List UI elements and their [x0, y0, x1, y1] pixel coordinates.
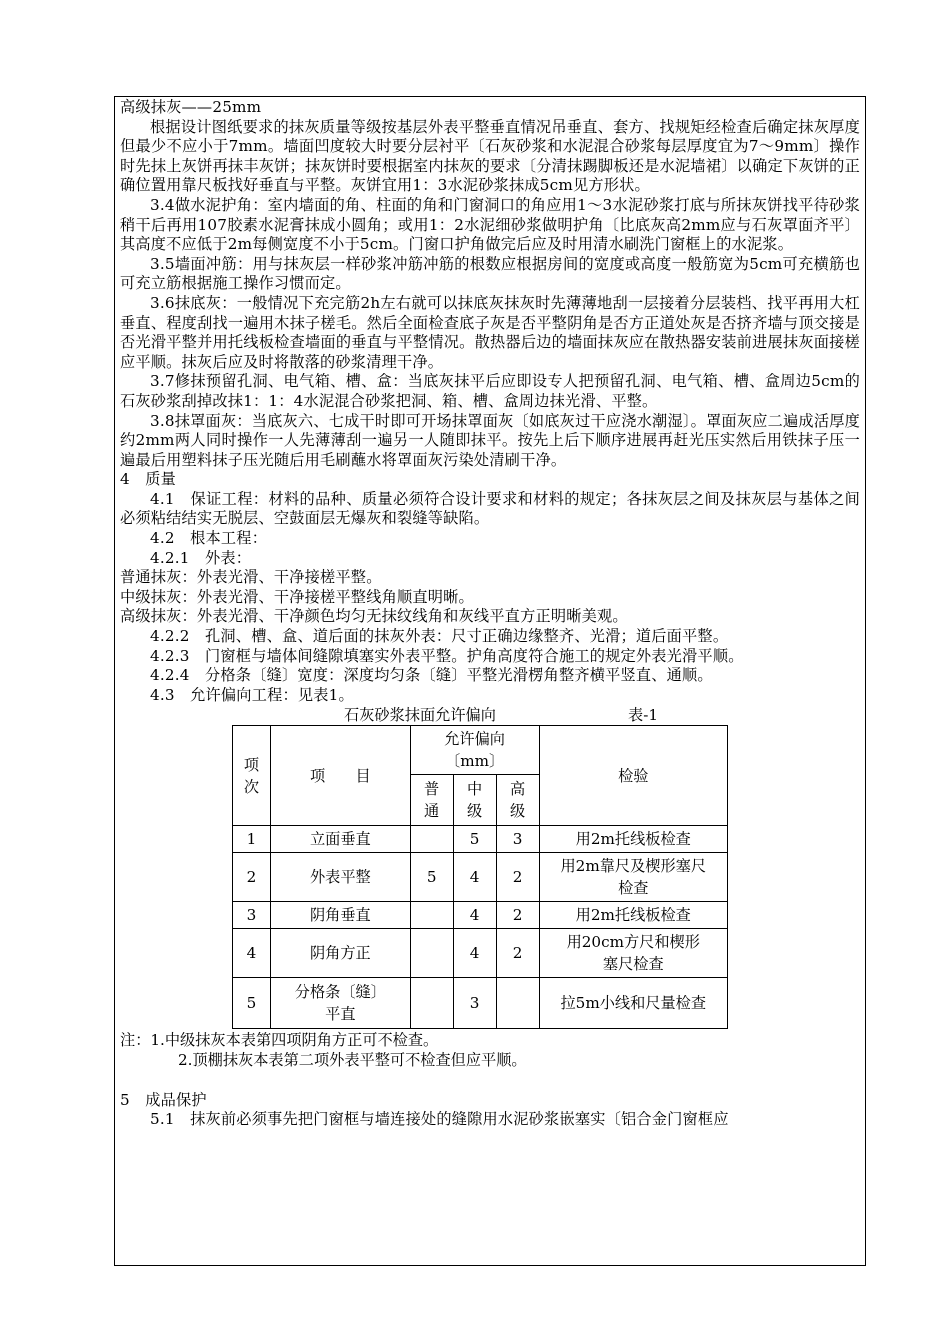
- cell-zhongji: 4: [453, 853, 496, 902]
- cell-no: 3: [233, 902, 271, 929]
- paragraph: 4.2.4 分格条〔缝〕宽度：深度均匀条〔缝〕平整光滑楞角整齐横平竖直、通顺。: [150, 666, 713, 685]
- cell-zhongji: 4: [453, 902, 496, 929]
- paragraph: 4.3 允许偏向工程：见表1。: [150, 685, 354, 704]
- header-putong: 普通: [410, 775, 453, 826]
- cell-putong: [410, 902, 453, 929]
- cell-no: 5: [233, 978, 271, 1029]
- section-heading: 4 质量: [120, 470, 177, 489]
- cell-no: 4: [233, 929, 271, 978]
- paragraph: 3.8抹罩面灰：当底灰六、七成干时即可开场抹罩面灰〔如底灰过干应浇水潮湿〕。罩面灰应二遍成活厚度约2mm两人同时操作一人先薄薄刮一遍另一人随即抹平。按先上后下顺序进展再赶光压实然后用铁抹子压一遍最后用塑料抹子压光随后用毛刷蘸水将罩面灰污染处清刷干净。: [120, 411, 860, 469]
- paragraph: 4.2 根本工程：: [150, 529, 268, 548]
- header-item: 项 目: [270, 726, 410, 826]
- table-note: 2.顶棚抹灰本表第二项外表平整可不检查但应平顺。: [178, 1051, 527, 1069]
- deviation-table: [232, 725, 728, 1029]
- cell-check: 用2m托线板检查: [539, 826, 727, 853]
- cell-putong: [410, 978, 453, 1029]
- cell-gaoji: 2: [496, 929, 539, 978]
- paragraph: 3.5墙面冲筋：用与抹灰层一样砂浆冲筋冲筋的根数应根据房间的宽度或高度一般筋宽为5cm可充横筋也可充立筋根据施工操作习惯而定。: [120, 254, 860, 293]
- cell-putong: [410, 929, 453, 978]
- cell-putong: [410, 826, 453, 853]
- paragraph: 普通抹灰：外表光滑、干净接槎平整。: [120, 568, 382, 587]
- paragraph: 高级抹灰——25mm: [120, 98, 262, 116]
- cell-no: 2: [233, 853, 271, 902]
- paragraph: 3.7修抹预留孔洞、电气箱、槽、盒：当底灰抹平后应即设专人把预留孔洞、电气箱、槽、盒周边5cm的石灰砂浆刮掉改抹1：1：4水泥混合砂浆把洞、箱、槽、盒周边抹光滑、平整。: [120, 372, 860, 410]
- cell-zhongji: 4: [453, 929, 496, 978]
- table-row: [233, 826, 728, 853]
- cell-gaoji: 2: [496, 853, 539, 902]
- cell-gaoji: 3: [496, 826, 539, 853]
- paragraph: 3.6抹底灰：一般情况下充完筋2h左右就可以抹底灰抹灰时先薄薄地刮一层接着分层装档、找平再用大杠垂直、程度刮找一遍用木抹子槎毛。然后全面检查底子灰是否平整阴角是否方正道处灰是否挤齐墙与顶交接是否光滑平整并用托线板检查墙面的垂直与平整情况。散热器后边的墙面抹灰应在散热器安装前进展抹灰面接槎应平顺。抹灰后应及时将散落的砂浆清理干净。: [120, 293, 860, 371]
- cell-item: 阴角方正: [270, 929, 410, 978]
- cell-gaoji: [496, 978, 539, 1029]
- cell-item: 分格条〔缝〕平直: [270, 978, 410, 1029]
- cell-item: 外表平整: [270, 853, 410, 902]
- cell-check: 用20cm方尺和楔形塞尺检查: [539, 929, 727, 978]
- header-seq: 项次: [233, 726, 271, 826]
- table-row: [233, 978, 728, 1029]
- paragraph: 4.2.3 门窗框与墙体间缝隙填塞实外表平整。护角高度符合施工的规定外表光滑平顺。: [150, 646, 744, 665]
- cell-zhongji: 3: [453, 978, 496, 1029]
- header-allowance: 允许偏向〔mm〕: [410, 726, 539, 775]
- cell-check: 用2m托线板检查: [539, 902, 727, 929]
- paragraph: 根据设计图纸要求的抹灰质量等级按基层外表平整垂直情况吊垂直、套方、找规矩经检查后确定抹灰厚度但最少不应小于7mm。墙面凹度较大时要分层衬平〔石灰砂浆和水泥混合砂浆每层厚度宜为7～9mm〕操作时先抹上灰饼再抹丰灰饼；抹灰饼时要根据室内抹灰的要求〔分清抹踢脚板还是水泥墙裙〕以确定下灰饼的正确位置用靠尺板找好垂直与平整。灰饼宜用1：3水泥砂浆抹成5cm见方形状。: [120, 117, 860, 195]
- table-caption: [120, 705, 860, 725]
- table-note: 注：1.中级抹灰本表第四项阴角方正可不检查。: [120, 1031, 439, 1050]
- cell-check: 用2m靠尺及楔形塞尺检查: [539, 853, 727, 902]
- paragraph: 高级抹灰：外表光滑、干净颜色均匀无抹纹线角和灰线平直方正明晰美观。: [120, 607, 628, 626]
- table-row: [233, 902, 728, 929]
- paragraph: 4.1 保证工程：材料的品种、质量必须符合设计要求和材料的规定；各抹灰层之间及抹灰层与基体之间必须粘结结实无脱层、空鼓面层无爆灰和裂缝等缺陷。: [120, 489, 860, 528]
- document-body: [120, 98, 860, 1130]
- cell-gaoji: 2: [496, 902, 539, 929]
- paragraph: 5.1 抹灰前必须事先把门窗框与墙连接处的缝隙用水泥砂浆嵌塞实〔铝合金门窗框应: [150, 1110, 729, 1129]
- paragraph: 中级抹灰：外表光滑、干净接槎平整线角顺直明晰。: [120, 587, 474, 606]
- cell-zhongji: 5: [453, 826, 496, 853]
- cell-item: 阴角垂直: [270, 902, 410, 929]
- cell-putong: 5: [410, 853, 453, 902]
- header-gaoji: 高级: [496, 775, 539, 826]
- paragraph: 4.2.1 外表：: [150, 548, 252, 567]
- table-number: 表-1: [628, 706, 658, 725]
- paragraph: 3.4做水泥护角：室内墙面的角、柱面的角和门窗洞口的角应用1～3水泥砂浆打底与所抹灰饼找平待砂浆稍干后再用107胶素水泥膏抹成小圆角；或用1：2水泥细砂浆做明护角〔比底灰高2mm应与石灰罩面齐平〕其高度不应低于2m每侧宽度不小于5cm。门窗口护角做完后应及时用清水刷洗门窗框上的水泥浆。: [120, 195, 860, 254]
- cell-no: 1: [233, 826, 271, 853]
- header-check: 检验: [539, 726, 727, 826]
- section-heading: 5 成品保护: [120, 1090, 207, 1109]
- header-zhongji: 中级: [453, 775, 496, 826]
- table-row: [233, 853, 728, 902]
- table-title: 石灰砂浆抹面允许偏向: [344, 706, 496, 725]
- table-row: [233, 929, 728, 978]
- cell-item: 立面垂直: [270, 826, 410, 853]
- cell-check: 拉5m小线和尺量检查: [539, 978, 727, 1029]
- paragraph: 4.2.2 孔洞、槽、盒、道后面的抹灰外表：尺寸正确边缘整齐、光滑；道后面平整。: [150, 627, 729, 646]
